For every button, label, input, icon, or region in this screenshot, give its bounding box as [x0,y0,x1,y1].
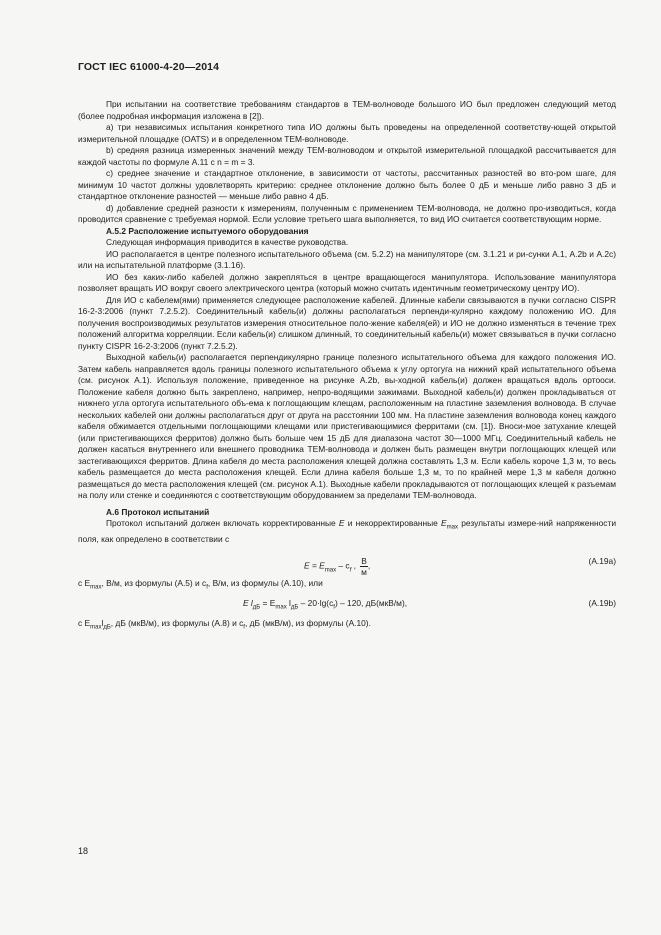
equation-a19b [78,596,616,612]
where-clause [78,618,616,634]
paragraph: Выходной кабель(и) располагается перпендикулярно границе полезного испытательного объема для каждого положения ИО. Затем кабель направляется вдоль границы полезного испытательного объема к углу ортогуга на нижний край испытательного объема (см. рисунок А.1). Используя положение, приведенное на рисунке А.2b, вы-ходной кабель(и) должен вращаться вдоль ортооси. Положение кабеля должно быть закреплено, например, непро-водящими зажимами. Выходной кабель(и) должен прокладываться от нижнего угла ортогуга испытательного объ-ема к поглощающим клещам, расположенным на пластине заземления волновода. В случае нескольких кабелей они должны располагаться друг от друга на расстоянии 100 мм. На пластине заземления волновода конец каждого кабеля обжимается отдельными поглощающими клещами или пристегивающимися ферритами (см. [1]). Вноси-мое затухание клещей (или пристегивающихся ферритов) должно быть больше чем 15 дБ для диапазона частот 30—1000 МГц. Соединительный кабель не должен касаться внутреннего или внешнего проводника ТЕМ-волновода и должен быть размещен внутри поглощающих клещей или застегивающихся ферритов. Длина кабеля до места расположения клещей должна составлять 1,3 м. Если кабель короче 1,3 м, то весь кабель размещается до места расположения клещей. Если длина кабеля больше 1,3 м, то по крайней мере 1,3 м кабеля должно размещаться до места расположения клещей (см. рисунок А.1). Выходные кабели прокладываются от поглощающих клещей к разъемам на полу или стенке и соединяются с соответствующим оборудованием за пределами ТЕМ-волновода. [78,352,616,500]
eq-sub: дБ [252,604,261,611]
frac-num: В [361,555,367,566]
subscript: f [243,624,245,631]
eq-sub: max [324,567,337,574]
paragraph [78,518,616,546]
eq-term: – 20·lg(c [298,597,334,608]
text-run: Протокол испытаний должен включать корректированные [106,518,339,528]
paragraph: При испытании на соответствие требованиям стандартов в ТЕМ-волноводе большого ИО был предложен следующий метод (более подробная информация изложена в [2]). [78,99,616,121]
paragraph: Следующая информация приводится в качестве руководства. [106,237,349,247]
text-run: и некорректированные [344,518,442,528]
text-run: , В/м, из формулы (А.10), или [207,577,323,588]
paragraph: ИО без каких-либо кабелей должно закрепляться в центре вращающегося манипулятора. Использование манипулятора позволяет вращать ИО вокруг своего электрического центра (который можно считать идентичным геометрическому центру ИО). [78,271,616,293]
list-item-d: d) добавление средней разности к измерениям, полученным с применением ТЕМ-волновода, не должно про-изводиться, когда проводится сравнение с требуемая нормой. Если условие третьего шага выполняется, то вид ИО считается соответствующим норме. [78,202,616,224]
paragraph: Для ИО с кабелем(ями) применяется следующее расположение кабелей. Длинные кабели связываются в пучки согласно CISPR 16-2-3:2006 (пункт 7.2.5.2). Соединительный кабель(и) должны располагаться перпенди-кулярно каждому положению ИО. Для получения воспроизводимых результатов измерения относительное поло-жение кабеля(ей) и ИО не должно изменяться в течение трех положений алгоритма корреляции. Если кабель(и) слишком длинный, то соединительный кабель(и) может связываться в пучки согласно пункту CISPR 16-2-3:2006 (пункт 7.2.5.2). [78,294,616,351]
equation-a19a [78,548,616,576]
eq-term: = E [309,560,325,571]
text-run: , дБ (мкВ/м), из формулы (А.10). [244,617,371,628]
eq-term: l [286,597,291,608]
eq-sub: дБ [290,604,299,611]
subscript: max [90,624,102,631]
where-clause [78,578,616,594]
eq-sub: max [275,604,287,611]
text-run: , дБ (мкВ/м), из формулы (А.8) и c [110,617,244,628]
text-run: результаты измере-ний напряженности поля, как определено в соответствии с [78,518,616,545]
text-run: , В/м, из формулы (А.5) и c [101,577,207,588]
document-body [78,99,616,634]
subscript: max [446,524,458,531]
symbol-e: E [338,518,345,528]
equation-number: (А.19b) [588,597,616,608]
eq-term: = E [260,597,276,608]
eq-term: , [367,560,371,571]
eq-term: – c [336,560,350,571]
subscript: f [206,584,208,591]
subscript: дБ [103,624,111,631]
text-run: с E [78,617,91,628]
eq-term: ) – 120, дБ(мкВ/м), [334,597,408,608]
list-item-c: c) среднее значение и стандартное отклонение, в зависимости от частоты, рассчитанных разностей во вто-ром шаге, для минимум 10 частот должны удовлетворять критерию: среднее отклонение должно быть более 0 дБ и меньше либо равно 3 дБ и стандартное отклонение разностей — меньше либо равно 4 дБ. [78,168,616,201]
document-header: ГОСТ IEC 61000-4-20—2014 [78,61,220,73]
list-item-a: a) три независимых испытания конкретного типа ИО должны быть проведены на определенной соответству-ющей открытой измерительной площадке (OATS) и в определенном ТЕМ-волноводе. [78,122,616,144]
symbol-emax: E [441,518,447,528]
eq-term: E [304,560,310,571]
subscript: max [90,584,102,591]
equation-number: (А.19а) [588,555,616,566]
eq-sub: f [349,567,352,574]
eq-term: E l [243,597,253,608]
text-run: l [101,617,104,628]
frac-den: м [361,566,367,577]
paragraph: ИО располагается в центре полезного испытательного объема (см. 5.2.2) на манипуляторе (см. 3.1.21 и ри-сунки А.1, А.2b и А.2c) или на испытательной платформе (3.1.16). [78,248,616,270]
list-item-b: b) средняя разница измеренных значений между ТЕМ-волноводом и открытой измерительной площадкой рассчитывается для каждой частоты по формуле А.11 с n = m = 3. [78,145,616,167]
equation-formula [243,598,407,614]
text-run: с E [78,577,91,588]
section-heading-a52: А.5.2 Расположение испытуемого оборудования [106,225,309,236]
eq-term: , [351,560,359,571]
page-number: 18 [78,846,89,856]
eq-sub: f [333,604,335,611]
equation-formula [304,556,370,577]
section-heading-a6: А.6 Протокол испытаний [106,506,210,517]
eq-fraction [360,555,371,577]
